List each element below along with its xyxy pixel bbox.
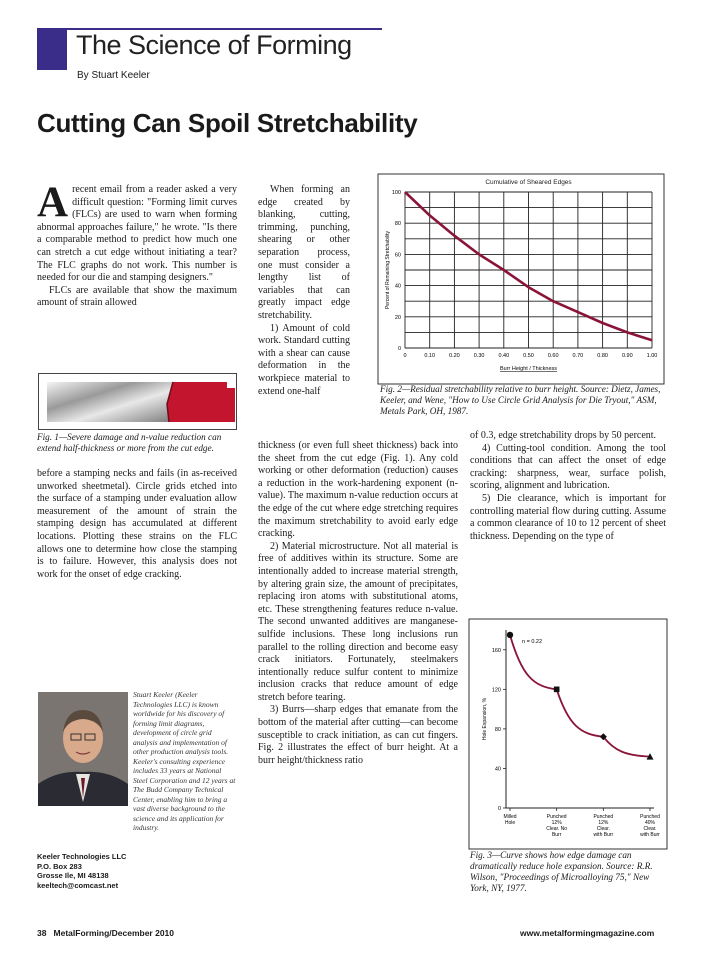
chart1-y-tick-label: 80 bbox=[394, 221, 401, 228]
chart1-x-tick-label: 0.80 bbox=[597, 353, 608, 359]
chart1-x-tick-label: 0.70 bbox=[572, 353, 584, 359]
column-2-paragraph-2b: thickness (or even full sheet thickness) back into the sheet from the cut edge (Fig. 1). Any cold working or other deformation (reduction) causes a reduction in the work-hardening exponent (n-value). The maximum n-value reduction occurs at the edge of the cut where edge stretching requires the maximum stretchability to avoid early edge cracking. bbox=[258, 440, 458, 540]
column-1-continuation bbox=[37, 468, 237, 581]
column-1-paragraph-3: before a stamping necks and fails (in as-received unworked sheetmetal). Circle grids etched into the surface of a stamping under evaluation allow measurement of the amount of strain the stamping design has accumulated at different locations. Plotting these strains on the FLC allows one to determine how close the stamping is to failure. However, this analysis does not work for the onset of edge cracking. bbox=[37, 468, 237, 580]
drop-cap: A bbox=[37, 179, 69, 226]
byline: By Stuart Keeler bbox=[77, 70, 150, 81]
chart1-x-tick-label: 0.10 bbox=[424, 353, 436, 359]
chart2-category-label: Punched 12% Clear. No Burr bbox=[546, 814, 568, 838]
column-3-paragraph-3: 5) Die clearance, which is important for controlling material flow during cutting. Assume a common clearance of 10 to 12 percent of sheet thickness. Depending on the type of bbox=[470, 492, 666, 542]
chart1-x-tick-label: 0.30 bbox=[473, 353, 485, 359]
chart2-annotation: n = 0.22 bbox=[522, 638, 543, 645]
chart2-category-label: Milled Hole bbox=[503, 814, 517, 826]
chart2-y-tick-label: 120 bbox=[491, 687, 501, 694]
contact-email: keeltech@comcast.net bbox=[37, 880, 119, 890]
fig3-caption: Fig. 3—Curve shows how edge damage can dramatically reduce hole expansion. Source: R.R. Wilson, "Proceedings of Microalloying 75," New York, NY, 1977. bbox=[470, 850, 653, 893]
chart1-x-tick-label: 0.60 bbox=[547, 353, 559, 359]
chart1-x-axis-label: Burr Height / Thickness bbox=[499, 366, 558, 372]
chart1-x-tick-label: 0.50 bbox=[523, 353, 534, 359]
column-2-paragraph-3: 2) Material microstructure. Not all material is free of additives within its structure. Some are intentionally added to increase material strength, by altering grain size, the amount of precipitates, replacing iron atoms with substitutional atoms, etc. These strengthening features reduce n-value. The second unwanted additives are manganese-sulfide inclusions. These long inclusions run parallel to the rolling direction and become easy crack initiators. Fortunately, steelmakers intentionally reduce sulfur content to minimize inclusion cracks that reduce amount of edge stretch before tearing. bbox=[258, 540, 458, 703]
column-3-text bbox=[470, 430, 666, 543]
article-headline: Cutting Can Spoil Stretchability bbox=[37, 108, 418, 138]
chart1-x-tick-label: 0 bbox=[403, 353, 407, 359]
chart1-y-tick-label: 0 bbox=[397, 346, 401, 352]
contact-po-box: P.O. Box 283 bbox=[37, 861, 82, 871]
chart1-x-tick-label: 1.00 bbox=[646, 353, 658, 359]
contact-city: Grosse Ile, MI 48138 bbox=[37, 871, 109, 880]
fig2-caption: Fig. 2—Residual stretchability relative to burr height. Source: Dietz, James, Keeler, and Wene, "How to Use Circle Grid Analysis for Die Tryout," ASM, Metals Park, OH, 1987. bbox=[380, 384, 661, 416]
chart1-x-tick-label: 0.40 bbox=[498, 353, 510, 359]
column-1-paragraph-2: FLCs are available that show the maximum amount of strain allowed bbox=[37, 284, 237, 309]
footer-website-link[interactable]: www.metalformingmagazine.com bbox=[520, 928, 655, 938]
fig2-chart bbox=[360, 172, 665, 387]
column-3-paragraph-1: of 0.3, edge stretchability drops by 50 percent. bbox=[470, 430, 657, 441]
author-contact bbox=[37, 852, 237, 890]
chart1-x-tick-label: 0.20 bbox=[449, 353, 460, 359]
author-bio: Stuart Keeler (Keeler Technologies LLC) is known worldwide for his discovery of forming limit diagrams, development of circle grid analysis and implementation of other production analysis tools. Keeler's consulting experience includes 33 years at National Steel Corporation and 12 years at The Budd Company Technical Center, enabling him to bring a vast diverse background to the science and its application for industry. bbox=[133, 690, 236, 832]
column-2-paragraph-1: When forming an edge created by blanking, cutting, trimming, punching, shearing or other separation process, one must consider a lengthy list of variables that can greatly impact edge stretchability. bbox=[258, 184, 350, 321]
chart1-title: Cumulative of Sheared Edges bbox=[485, 179, 572, 186]
column-1-intro bbox=[37, 179, 237, 310]
column-2-top bbox=[258, 184, 350, 398]
column-2-paragraph-2a: 1) Amount of cold work. Standard cutting with a shear can cause deformation in the workpiece material to extend one-half bbox=[258, 322, 350, 397]
chart2-y-tick-label: 0 bbox=[497, 806, 501, 812]
intro-paragraph bbox=[37, 179, 237, 285]
footer-page-info: 38 MetalForming/December 2010 bbox=[37, 928, 175, 938]
chart2-y-tick-label: 80 bbox=[494, 726, 501, 733]
column-2-paragraph-4: 3) Burrs—sharp edges that emanate from the bottom of the material after cutting—can become susceptible to crack initiation, as can cut fingers. Fig. 2 illustrates the effect of burr height. At a burr height/thickness ratio bbox=[258, 704, 458, 766]
chart2-category-label: Punched 12% Clear. with Burr bbox=[593, 814, 614, 838]
intro-text: recent email from a reader asked a very difficult question: "Forming limit curves (FLCs) are used to warn when forming abnormal approaches failure," he wrote. "Is there a comparable method to predict how much one can stretch a cut edge without initiating a tear? The FLC graphs do not work. This number is needed for our die and stamping designers." bbox=[37, 184, 237, 284]
column-3-paragraph-2: 4) Cutting-tool condition. Among the tool conditions that can affect the onset of edge cracking: sharpness, wear, surface polish, scoring, alignment and lubrication. bbox=[470, 442, 666, 492]
chart2-y-axis-label: Hole Expansion, % bbox=[482, 697, 488, 741]
contact-company: Keeler Technologies LLC bbox=[37, 852, 127, 861]
department-title: The Science of Forming bbox=[76, 30, 352, 60]
column-2-bottom bbox=[258, 440, 458, 767]
chart2-category-label: Punched 40% Clear. with Burr bbox=[640, 814, 660, 838]
chart2-point-circle bbox=[507, 632, 513, 638]
chart2-point-square bbox=[554, 687, 560, 693]
chart1-y-axis-label: Percent of Remaining Stretchability bbox=[385, 230, 391, 310]
fig1-caption: Fig. 1—Severe damage and n-value reduction can extend half-thickness or more from the cut edge. bbox=[37, 432, 222, 453]
chart1-y-tick-label: 40 bbox=[394, 283, 401, 290]
chart1-y-tick-label: 100 bbox=[391, 190, 401, 196]
fig3-chart bbox=[468, 618, 668, 850]
fig1-edge-micrograph bbox=[39, 374, 236, 429]
chart2-y-tick-label: 160 bbox=[491, 647, 501, 654]
chart2-y-tick-label: 40 bbox=[494, 766, 501, 773]
chart1-y-tick-label: 60 bbox=[394, 252, 401, 259]
department-color-block bbox=[37, 30, 67, 70]
fig1-image bbox=[38, 373, 237, 430]
chart1-y-tick-label: 20 bbox=[394, 314, 401, 321]
chart1-x-tick-label: 0.90 bbox=[621, 353, 633, 359]
